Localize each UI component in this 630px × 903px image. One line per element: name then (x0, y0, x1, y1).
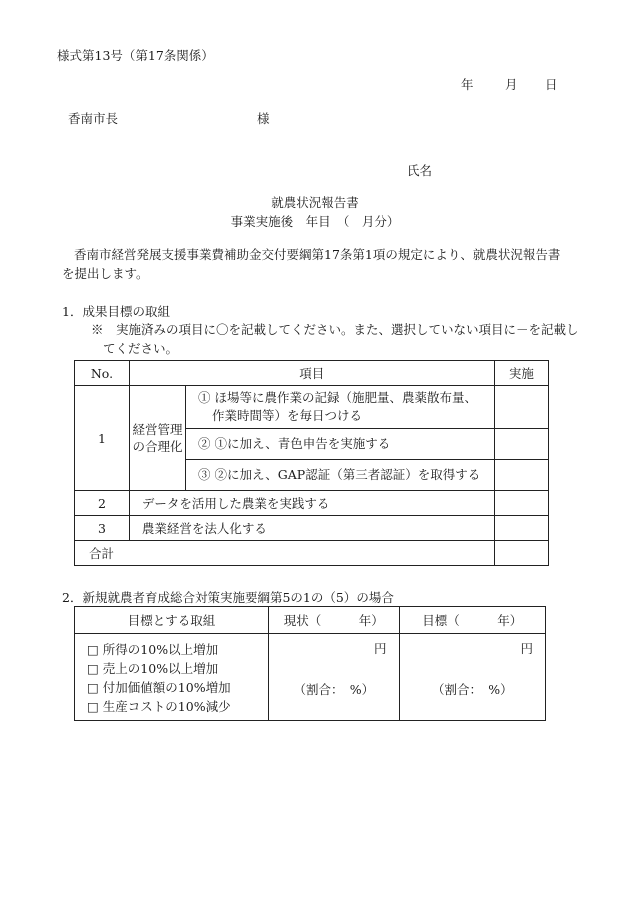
table-row (75, 491, 549, 516)
document-subtitle: 事業実施後 年目 （ 月分） (230, 214, 400, 229)
addressee-name: 香南市長 (68, 111, 119, 126)
total-cell[interactable] (494, 541, 548, 566)
addressee-honorific: 様 (257, 111, 270, 126)
row-item: データを活用した農業を実践する (129, 491, 494, 516)
table-row (75, 634, 546, 721)
table-header-row (75, 607, 546, 634)
table-row (75, 516, 549, 541)
done-cell[interactable] (494, 460, 548, 491)
header-target: 目標（ 年） (399, 607, 545, 634)
sub-item: ① ほ場等に農作業の記録（施肥量、農薬散布量、作業時間等）を毎日つける (186, 386, 495, 429)
row-item: 農業経営を法人化する (129, 516, 494, 541)
row-no: 3 (75, 516, 130, 541)
sub-item: ③ ②に加え、GAP認証（第三者認証）を取得する (186, 460, 495, 491)
section1-heading: 1．成果目標の取組 (62, 304, 170, 319)
targets-table (74, 606, 546, 721)
date-day: 日 (545, 77, 558, 92)
done-cell[interactable] (494, 516, 548, 541)
header-done: 実施 (494, 361, 548, 386)
target-value-cell[interactable] (399, 634, 545, 721)
applicant-name-label: 氏名 (407, 163, 433, 178)
current-value-cell[interactable] (269, 634, 400, 721)
outcome-goals-table (74, 360, 549, 566)
header-no: No. (75, 361, 130, 386)
target-ratio: （割合： %） (431, 682, 513, 697)
document-title: 就農状況報告書 (271, 195, 359, 210)
row-no: 2 (75, 491, 130, 516)
done-cell[interactable] (494, 429, 548, 460)
date-year: 年 (461, 77, 474, 92)
addressee (68, 109, 270, 127)
goal-checkbox-income[interactable]: □ 所得の10%以上増加 (87, 642, 219, 657)
goal-checkbox-cost[interactable]: □ 生産コストの10%減少 (87, 699, 231, 714)
row-category: 経営管理の合理化 (129, 386, 185, 491)
date-line (461, 75, 558, 93)
total-label: 合計 (75, 541, 495, 566)
table-header-row (75, 361, 549, 386)
target-yen-unit: 円 (520, 641, 533, 656)
section1-note: ※ 実施済みの項目に〇を記載してください。また、選択していない項目に－を記載してください。 (91, 322, 579, 356)
table-row (75, 386, 549, 429)
intro-paragraph: 香南市経営発展支援事業費補助金交付要綱第17条第1項の規定により、就農状況報告書を提出します。 (62, 247, 561, 281)
goal-list (75, 634, 269, 721)
sub-item: ② ①に加え、青色申告を実施する (186, 429, 495, 460)
current-ratio: （割合： %） (293, 682, 375, 697)
total-row (75, 541, 549, 566)
header-item: 項目 (129, 361, 494, 386)
form-number: 様式第13号（第17条関係） (57, 48, 214, 63)
done-cell[interactable] (494, 386, 548, 429)
header-current: 現状（ 年） (269, 607, 400, 634)
done-cell[interactable] (494, 491, 548, 516)
goal-checkbox-added-value[interactable]: □ 付加価値額の10%増加 (87, 680, 231, 695)
current-yen-unit: 円 (374, 641, 387, 656)
date-month: 月 (505, 77, 518, 92)
row-no: 1 (75, 386, 130, 491)
section2-heading: 2．新規就農者育成総合対策実施要綱第5の1の（5）の場合 (62, 590, 394, 605)
goal-checkbox-sales[interactable]: □ 売上の10%以上増加 (87, 661, 219, 676)
header-goal: 目標とする取組 (75, 607, 269, 634)
